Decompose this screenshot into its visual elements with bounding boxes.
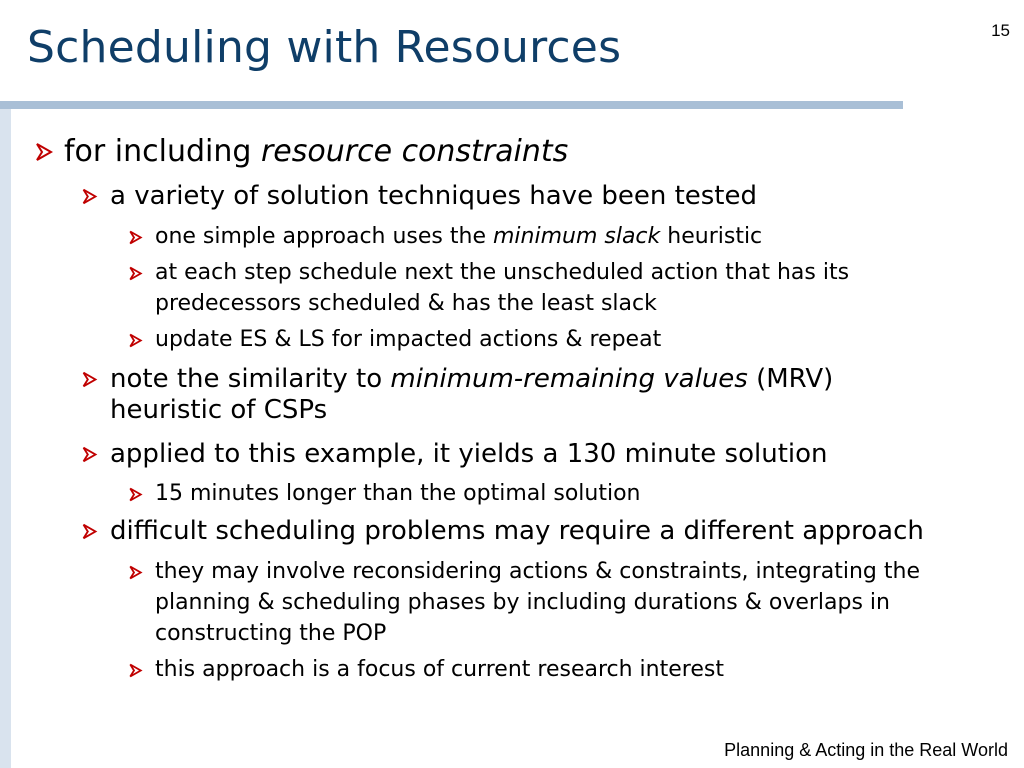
bullet-arrow-icon bbox=[128, 663, 143, 678]
bullet-15-minutes bbox=[128, 478, 1008, 509]
bullet-reconsidering-actions bbox=[128, 556, 1008, 649]
emphasis-text: minimum slack bbox=[492, 224, 661, 249]
bullet-arrow-icon bbox=[81, 523, 98, 540]
bullet-text: this approach is a focus of current research interest bbox=[155, 657, 724, 682]
bullet-text: at each step schedule next the unscheduled action that has its predecessors scheduled & has the least slack bbox=[155, 260, 850, 316]
bullet-text bbox=[81, 364, 931, 426]
bullet-research-interest bbox=[128, 654, 1008, 685]
bullet-each-step bbox=[128, 257, 996, 319]
bullet-arrow-icon bbox=[128, 487, 143, 502]
bullet-resource-constraints bbox=[34, 136, 994, 168]
bullet-arrow-icon bbox=[81, 446, 98, 463]
text-run: for including bbox=[64, 134, 261, 169]
emphasis-text: resource constraints bbox=[260, 134, 569, 169]
bullet-text: they may involve reconsidering actions & constraints, integrating the planning & scheduling phases by including durations & overlaps in constructing the POP bbox=[155, 559, 920, 646]
bullet-arrow-icon bbox=[128, 333, 143, 348]
bullet-arrow-icon bbox=[34, 142, 54, 162]
slide-title: Scheduling with Resources bbox=[27, 22, 622, 73]
bullet-text bbox=[128, 221, 1008, 252]
bullet-text: a variety of solution techniques have been tested bbox=[110, 181, 758, 211]
bullet-text: update ES & LS for impacted actions & repeat bbox=[155, 327, 662, 352]
text-run: heuristic bbox=[660, 224, 763, 249]
bullet-arrow-icon bbox=[128, 266, 143, 281]
bullet-130-minute bbox=[81, 439, 1006, 470]
bullet-text: difficult scheduling problems may require a different approach bbox=[110, 516, 924, 546]
bullet-text: applied to this example, it yields a 130 minute solution bbox=[110, 439, 828, 469]
bullet-text bbox=[34, 136, 994, 168]
bullet-arrow-icon bbox=[128, 565, 143, 580]
bullet-update-es-ls bbox=[128, 324, 1008, 355]
bullet-arrow-icon bbox=[81, 371, 98, 388]
text-run: note the similarity to bbox=[110, 364, 391, 394]
text-run: (MRV) heuristic of CSPs bbox=[110, 364, 834, 425]
bullet-arrow-icon bbox=[81, 188, 98, 205]
bullet-minimum-slack bbox=[128, 221, 1008, 252]
bullet-arrow-icon bbox=[128, 230, 143, 245]
slide-number: 15 bbox=[991, 21, 1010, 40]
bullet-text: 15 minutes longer than the optimal solution bbox=[155, 481, 641, 506]
bullet-mrv-similarity bbox=[81, 364, 931, 426]
emphasis-text: minimum-remaining values bbox=[390, 364, 748, 394]
bullet-difficult-problems bbox=[81, 516, 1016, 547]
slide-footer: Planning & Acting in the Real World bbox=[724, 740, 1008, 760]
text-run: one simple approach uses the bbox=[155, 224, 493, 249]
bullet-solution-techniques bbox=[81, 181, 1006, 212]
